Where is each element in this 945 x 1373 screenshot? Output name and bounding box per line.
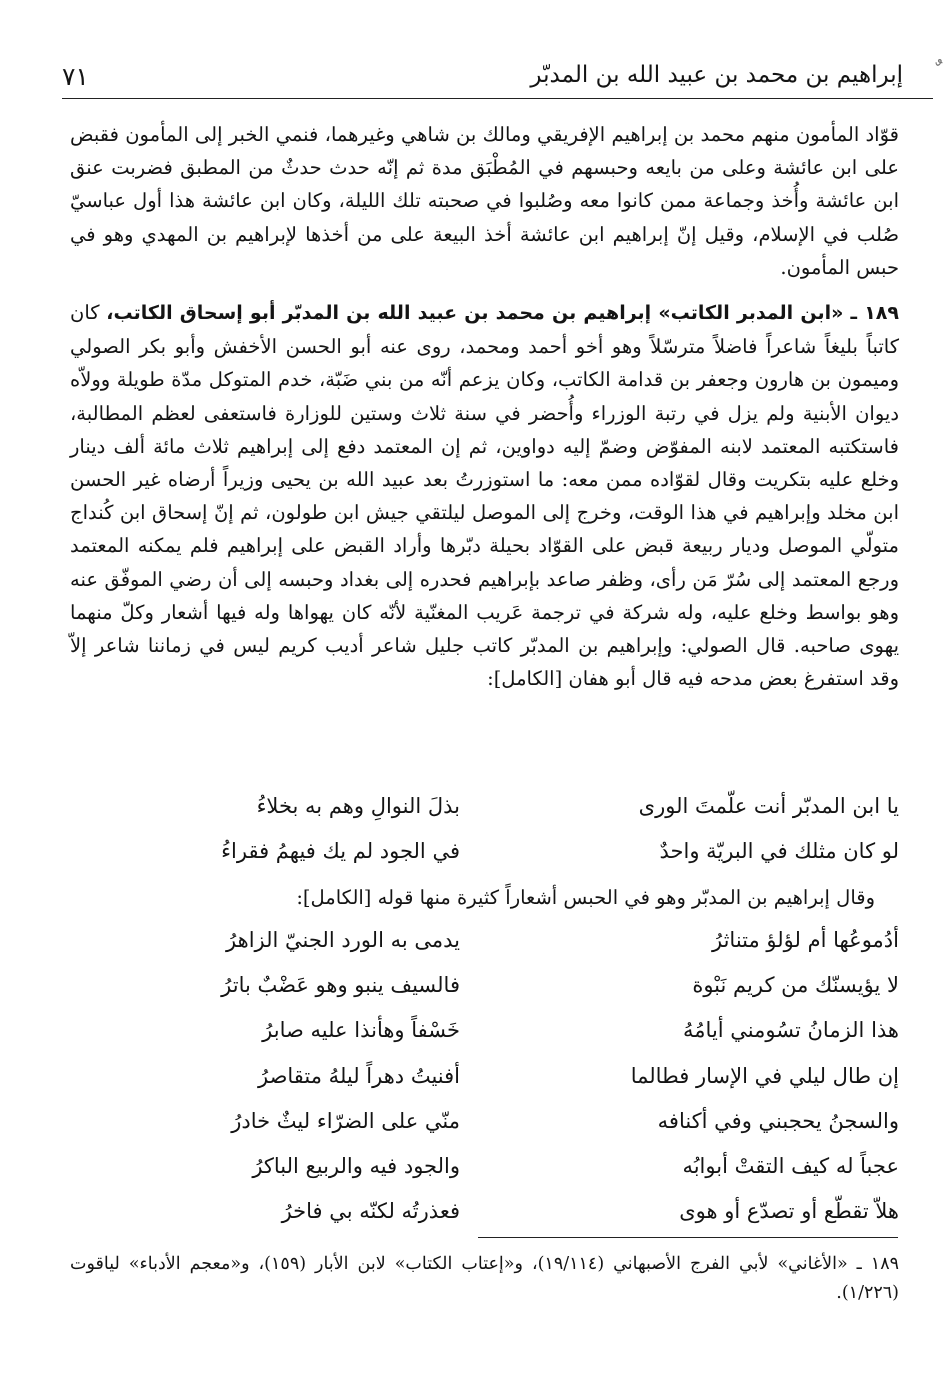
verse	[100, 794, 899, 839]
verse	[100, 1018, 899, 1063]
entry-189	[70, 296, 899, 695]
poem-intro: وقال إبراهيم بن المدبّر وهو في الحبس أشعاراً كثيرة منها قوله [الكامل]:	[296, 886, 875, 909]
verse	[100, 973, 899, 1018]
verse-ajuz: خَسْفاً وهأنذا عليه صابرُ	[262, 1018, 460, 1043]
verse-ajuz: في الجود لم يك فيهمُ فقراءُ	[221, 839, 460, 864]
verse-sadr: والسجنُ يحجبني وفي أكنافه	[657, 1108, 899, 1133]
verse	[100, 1109, 899, 1154]
footnotes	[70, 1250, 899, 1308]
verse-sadr: إن طال ليلي في الإسار فطالما	[630, 1063, 899, 1088]
verse-ajuz: والجود فيه والربيع الباكرُ	[252, 1153, 460, 1178]
verse-sadr: لو كان مثلك في البريّة واحدٌ	[659, 839, 899, 864]
verse-sadr: يا ابن المدبّر أنت علّمتَ الورى	[638, 794, 899, 818]
verse-sadr: عجباً له كيف التقتْ أبوابُه	[682, 1153, 899, 1178]
main-text	[70, 118, 899, 695]
running-header	[62, 52, 933, 99]
verse	[100, 1064, 899, 1109]
verse-ajuz: فعذرتُه لكنّه بي فاخرُ	[281, 1199, 460, 1224]
verse-sadr: هذا الزمانُ تسُومني أيامُهُ	[683, 1018, 899, 1043]
verse-ajuz: فالسيف ينبو وهو عَضْبٌ باترُ	[221, 973, 460, 998]
footnote-divider	[478, 1237, 898, 1238]
page-number: ٧١	[62, 62, 89, 91]
verse-ajuz: يدمى به الورد الجنيّ الزاهرُ	[226, 928, 460, 952]
verse-ajuz: بذلَ النوالِ وهم به بخلاءُ	[256, 794, 460, 818]
poem-abu-haffan	[100, 794, 899, 884]
verse-sadr: أدُموعُها أم لؤلؤ متناثرُ	[711, 928, 899, 952]
entry-text: كان كاتباً بليغاً شاعراً فاضلاً مترسّلاً وهو أخو أحمد ومحمد، روى عنه أبو الحسن الأخفش وأبو بكر الصولي وميمون بن هارون وجعفر بن قدامة الكاتب، وكان يزعم أنّه من بني ضَبّة، خدم المتوكل مدّة طويلة وولاّه ديوان الأبنية ولم يزل في رتبة الوزراء وأُحضر في سنة ثلاث وستين للوزارة فاستعفى لعظم المطالبة، فاستكتبه المعتمد لابنه المفوّض وضمّ إليه دواوين، ثم إن المعتمد دفع إلى إبراهيم ثلاث مائة ألف دينار وخلع عليه بتكريت وقال لقوّاده ممن معه: ما استوزرتُ بعد عبيد الله بن يحيى وزيراً أرضاه غير الحسن ابن مخلد وإبراهيم في هذا الوقت، وخرج إلى الموصل ليلتقي جيش ابن طولون، ثم إنّ إسحاق ابن كُنداج متولّي الموصل وديار ربيعة قبض على القوّاد بحيلة دبّرها وأراد القبض على إبراهيم فلم يمكنه المعتمد ورجع المعتمد إلى سُرّ مَن رأى، وظفر صاعد بإبراهيم فحدره إلى بغداد وحبسه إلى أن رضي الموفّق عنه وهو بواسط وخلع عليه، وله شركة في ترجمة عَريب المغنّية لأنّه كان يهواها وله فيها أشعار وكلّ منهما يهوى صاحبه. قال الصولي: وإبراهيم بن المدبّر كاتب جليل شاعر أديب كريم ليس في زماننا شاعر إلاّ وقد استفرغ بعض مدحه فيه قال أبو هفان [الكامل]:	[70, 301, 899, 691]
verse	[100, 839, 899, 884]
verse-sadr: لا يؤيسنّك من كريم نَبْوة	[692, 973, 899, 998]
verse-ajuz: منّي على الضرّاء ليثٌ خادرُ	[231, 1108, 460, 1133]
entry-heading: ١٨٩ ـ «ابن المدبر الكاتب» إبراهيم بن محمد بن عبيد الله بن المدبّر أبو إسحاق الكاتب،	[106, 302, 899, 325]
footnote-189: ١٨٩ ـ «الأغاني» لأبي الفرج الأصبهاني (١٩/١١٤)، و«إعتاب الكتاب» لابن الأبار (١٥٩)، و«معجم الأدباء» لياقوت (١/٢٢٦).	[70, 1254, 899, 1303]
running-title: إبراهيم بن محمد بن عبيد الله بن المدبّر	[530, 62, 903, 88]
continuation-paragraph: قوّاد المأمون منهم محمد بن إبراهيم الإفريقي ومالك بن شاهي وغيرهما، فنمي الخبر إلى المأمون فقبض على ابن عائشة وعلى من بايعه وحبسهم في المُطْبَق مدة ثم إنّه حدث حدثٌ من المطبق فضربت عنق ابن عائشة وأُخذ وجماعة ممن كانوا معه وصُلبوا في صحبته تلك الليلة، وكان ابن عائشة هذا أول عباسيّ صُلب في الإسلام، وقيل إنّ إبراهيم ابن عائشة أخذ البيعة على من أخذها لإبراهيم بن المهدي وهو في حبس المأمون.	[70, 123, 899, 279]
poem-ibn-mudabbir	[100, 928, 899, 1244]
verse-sadr: هلاّ تقطّع أو تصدّع أو هوى	[679, 1199, 899, 1224]
verse	[100, 928, 899, 973]
verse	[100, 1154, 899, 1199]
verse-ajuz: أفنيتُ دهراً ليلهُ متقاصرُ	[257, 1063, 460, 1088]
